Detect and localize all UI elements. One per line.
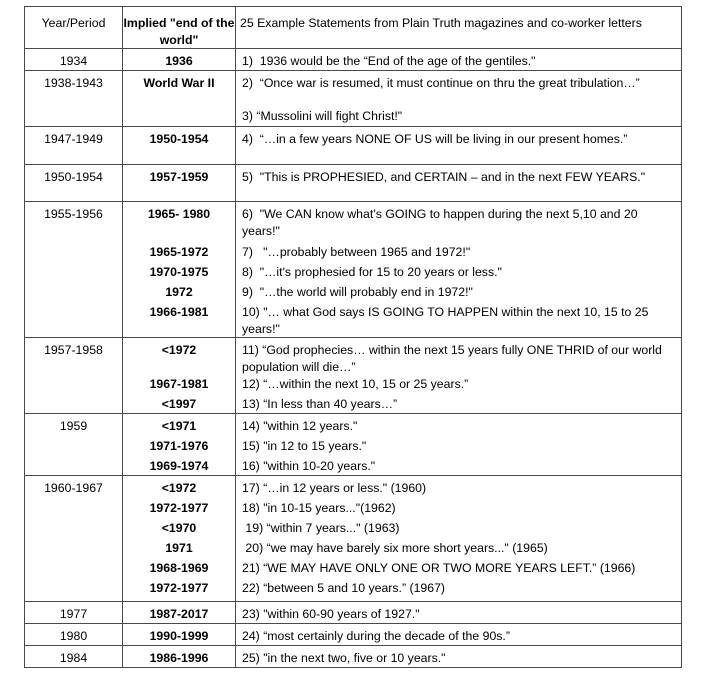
implied-end-value: 1967-1981 <box>149 377 209 391</box>
statement-text: 24) “most certainly during the decade of the 90s.” <box>242 628 510 643</box>
statement-text: 7) "…probably between 1965 and 1972!" <box>242 245 471 259</box>
implied-end-value: 1990-1999 <box>149 628 209 643</box>
implied-end-cell <box>123 645 236 667</box>
statement-text: 19) “within 7 years..." (1963) <box>242 520 400 535</box>
implied-end-cell <box>123 623 236 645</box>
statement-text: 10) "… what God says IS GOING TO HAPPEN within the next 10, 15 to 25 years!" <box>242 305 652 336</box>
statements-cell <box>236 645 682 667</box>
statement-text: 3) “Mussolini will fight Christ!" <box>242 109 403 123</box>
table-row <box>25 601 682 623</box>
statements-cell <box>236 71 682 127</box>
table-body <box>25 49 682 668</box>
statement-text: 16) "within 10-20 years." <box>242 459 376 473</box>
statement-text: 11) “God prophecies… within the next 15 years fully ONE THRID of our world population will die…” <box>242 343 666 374</box>
table-row <box>25 475 682 601</box>
implied-end-value: <1997 <box>161 397 197 411</box>
implied-end-cell <box>123 475 236 601</box>
statements-cell <box>236 165 682 202</box>
statement-text: 12) “…within the next 10, 15 or 25 years.” <box>242 377 469 391</box>
statement-text: 8) "…it's prophesied for 15 to 20 years or less." <box>242 265 502 279</box>
statements-cell <box>236 202 682 338</box>
implied-end-value: 1936 <box>165 54 193 68</box>
table-row <box>25 338 682 414</box>
statement-text: 1) 1936 would be the “End of the age of the gentiles." <box>242 54 536 68</box>
implied-end-value: <1972 <box>161 480 197 495</box>
implied-end-value: 1972-1977 <box>149 580 209 595</box>
statements-cell <box>236 127 682 165</box>
period-cell: 1934 <box>25 49 123 71</box>
implied-end-cell <box>123 71 236 127</box>
statement-text: 4) “…in a few years NONE OF US will be living in our present homes.” <box>242 132 628 146</box>
statement-text: 13) “In less than 40 years…” <box>242 397 398 411</box>
implied-end-value: <1970 <box>161 520 197 535</box>
header-statements: 25 Example Statements from Plain Truth magazines and co-worker letters <box>236 7 682 49</box>
statements-cell <box>236 601 682 623</box>
period-cell: 1950-1954 <box>25 165 123 202</box>
implied-end-cell <box>123 202 236 338</box>
table-row <box>25 49 682 71</box>
statement-text: 17) “…in 12 years or less." (1960) <box>242 480 427 495</box>
implied-end-value: 1970-1975 <box>149 265 209 279</box>
table-row <box>25 202 682 338</box>
period-cell: 1959 <box>25 414 123 476</box>
statements-cell <box>236 475 682 601</box>
period-cell: 1984 <box>25 645 123 667</box>
implied-end-value: 1972 <box>165 285 193 299</box>
statement-text: 21) “WE MAY HAVE ONLY ONE OR TWO MORE YEARS LEFT.” (1966) <box>242 560 636 575</box>
implied-end-value: 1957-1959 <box>149 170 209 184</box>
implied-end-cell <box>123 601 236 623</box>
statement-text: 9) "…the world will probably end in 1972!" <box>242 285 473 299</box>
statement-text: 15) "in 12 to 15 years." <box>242 439 367 453</box>
statement-text: 22) “between 5 and 10 years.” (1967) <box>242 580 446 595</box>
implied-end-value: 1986-1996 <box>149 650 209 665</box>
statement-text: 20) “we may have barely six more short years..." (1965) <box>242 540 548 555</box>
table-row <box>25 623 682 645</box>
implied-end-cell <box>123 127 236 165</box>
implied-end-value: 1987-2017 <box>149 606 209 621</box>
table-row <box>25 414 682 476</box>
statements-cell <box>236 414 682 476</box>
implied-end-value: 1950-1954 <box>149 132 209 146</box>
implied-end-value: <1972 <box>161 343 197 357</box>
implied-end-value: 1966-1981 <box>149 305 209 319</box>
header-row <box>25 7 682 49</box>
statements-cell <box>236 338 682 414</box>
statement-text: 18) "in 10-15 years..."(1962) <box>242 500 396 515</box>
implied-end-cell <box>123 338 236 414</box>
statement-text: 2) “Once war is resumed, it must continue on thru the great tribulation…” <box>242 76 640 90</box>
implied-end-cell <box>123 414 236 476</box>
table-row <box>25 645 682 667</box>
statement-text: 23) "within 60-90 years of 1927." <box>242 606 420 621</box>
period-cell: 1980 <box>25 623 123 645</box>
implied-end-cell <box>123 165 236 202</box>
implied-end-value: 1965-1972 <box>149 245 209 259</box>
end-of-world-table <box>24 6 682 668</box>
implied-end-value: World War II <box>143 76 215 90</box>
table-row <box>25 127 682 165</box>
header-year-period: Year/Period <box>25 7 123 49</box>
implied-end-value: 1965- 1980 <box>147 207 211 221</box>
statement-text: 6) "We CAN know what’s GOING to happen during the next 5,10 and 20 years!" <box>242 207 642 238</box>
table-row <box>25 165 682 202</box>
implied-end-value: 1968-1969 <box>149 560 209 575</box>
period-cell: 1938-1943 <box>25 71 123 127</box>
statements-cell <box>236 49 682 71</box>
period-cell: 1957-1958 <box>25 338 123 414</box>
implied-end-value: 1969-1974 <box>149 459 209 473</box>
header-implied-end: Implied "end of the world" <box>123 7 236 49</box>
period-cell: 1960-1967 <box>25 475 123 601</box>
statements-cell <box>236 623 682 645</box>
table-row <box>25 71 682 127</box>
period-cell: 1977 <box>25 601 123 623</box>
implied-end-value: 1971-1976 <box>149 439 209 453</box>
statement-text: 25) "in the next two, five or 10 years." <box>242 650 446 665</box>
statement-text: 14) "within 12 years." <box>242 419 358 433</box>
implied-end-value: <1971 <box>161 419 197 433</box>
implied-end-value: 1971 <box>165 540 193 555</box>
statement-text: 5) "This is PROPHESIED, and CERTAIN – and in the next FEW YEARS." <box>242 170 646 184</box>
period-cell: 1955-1956 <box>25 202 123 338</box>
implied-end-cell <box>123 49 236 71</box>
period-cell: 1947-1949 <box>25 127 123 165</box>
implied-end-value: 1972-1977 <box>149 500 209 515</box>
